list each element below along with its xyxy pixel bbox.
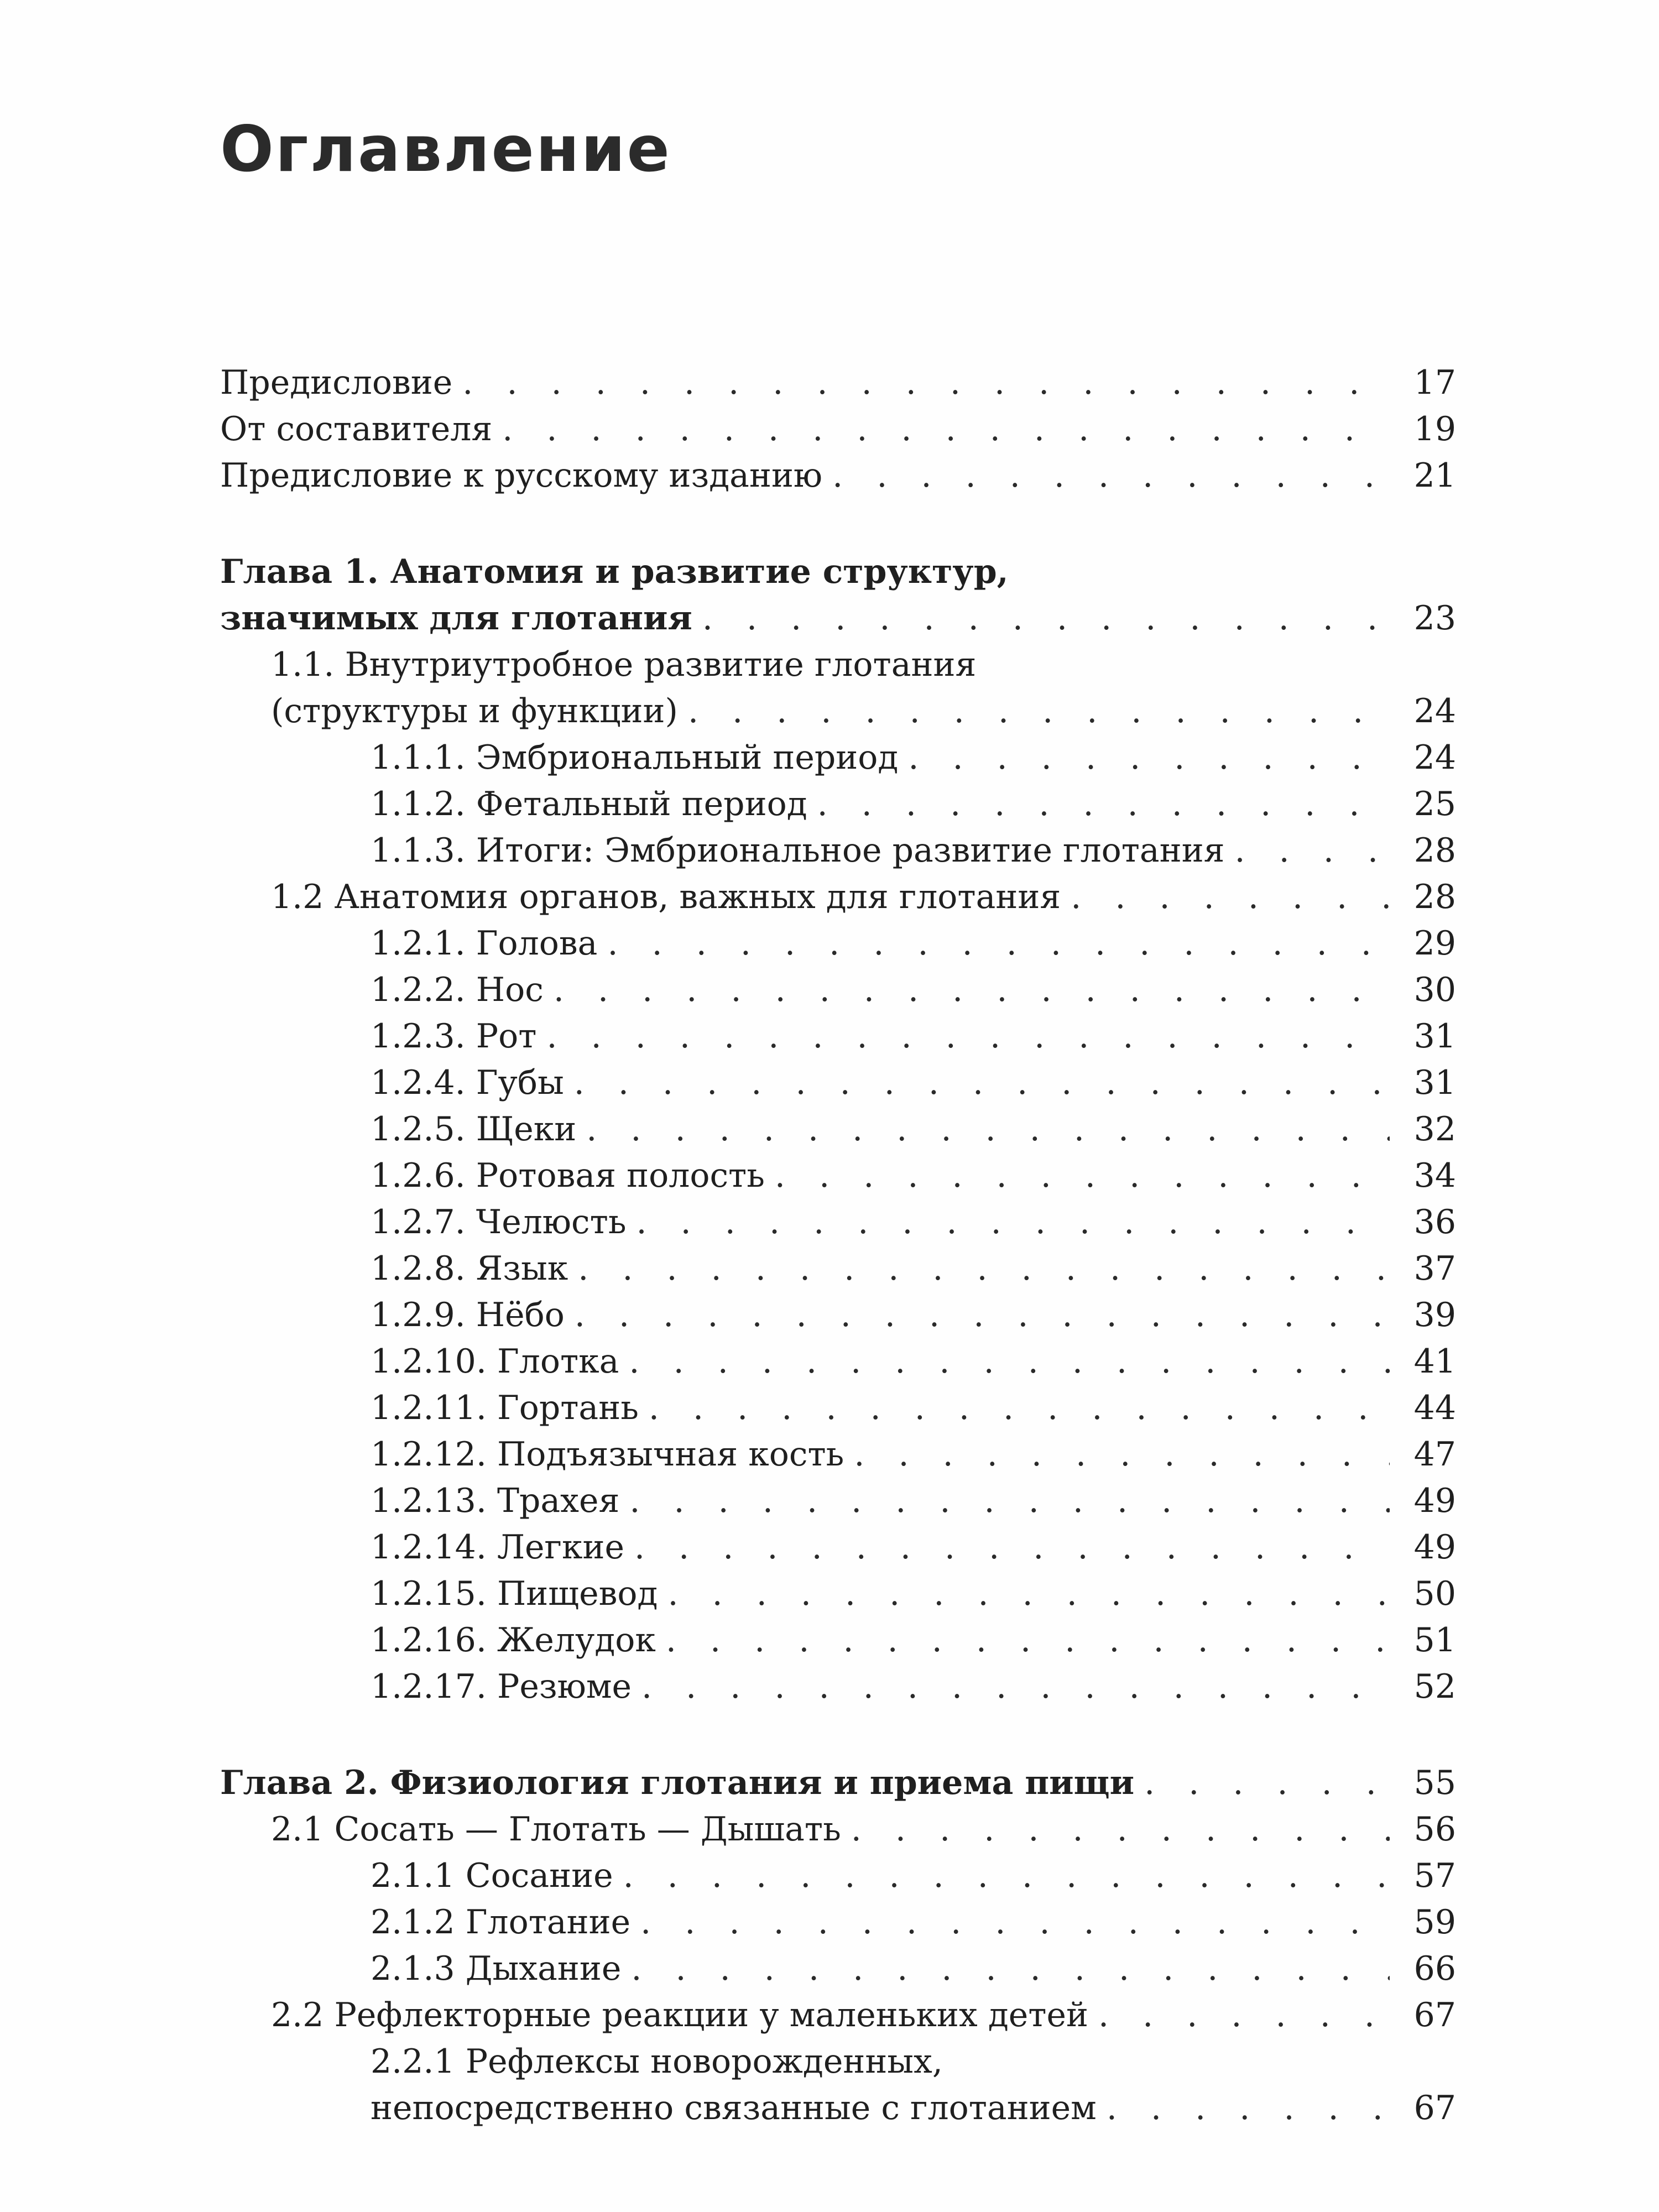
chapter-title: Глава 2. Физиология глотания и приема пищи <box>220 1760 1144 1806</box>
dot-leader <box>666 1617 1390 1663</box>
dot-leader <box>832 452 1390 499</box>
dot-leader <box>688 688 1390 734</box>
toc-page-number: 17 <box>1390 359 1456 406</box>
toc-page-number: 24 <box>1390 688 1456 734</box>
toc-label: 1.2.12. Подъязычная кость <box>371 1431 854 1478</box>
section-title: 1.1. Внутриутробное развитие глотания <box>271 645 977 684</box>
toc-page-number: 55 <box>1390 1760 1456 1806</box>
toc-page-number: 51 <box>1390 1617 1456 1663</box>
toc-label: 1.2.3. Рот <box>371 1013 547 1060</box>
toc-subsection-2-2-1-line1 <box>220 2038 1456 2085</box>
dot-leader <box>1098 1992 1390 2038</box>
dot-leader <box>629 1338 1390 1385</box>
toc-subsection <box>220 827 1456 874</box>
toc-subsection <box>220 1617 1456 1663</box>
toc-page-number: 29 <box>1390 920 1456 967</box>
toc-page-number: 23 <box>1390 595 1456 641</box>
toc-page-number: 49 <box>1390 1524 1456 1571</box>
toc-subsection <box>220 1663 1456 1710</box>
toc-subsection <box>220 1292 1456 1338</box>
dot-leader <box>1071 874 1390 920</box>
toc-label: 1.2.15. Пищевод <box>371 1571 667 1617</box>
dot-leader <box>637 1199 1390 1245</box>
toc-label: 1.2.8. Язык <box>371 1245 578 1292</box>
toc-page-number: 49 <box>1390 1478 1456 1524</box>
dot-leader <box>547 1013 1390 1060</box>
toc-label: Предисловие к русскому изданию <box>220 452 832 499</box>
dot-leader <box>1235 827 1390 874</box>
section-title: 1.2 Анатомия органов, важных для глотания <box>271 874 1071 920</box>
dot-leader <box>462 359 1390 406</box>
section-title: (структуры и функции) <box>271 688 688 734</box>
toc-label: 2.2.1 Рефлексы новорожденных, <box>371 2042 943 2081</box>
dot-leader <box>502 406 1390 452</box>
toc-subsection <box>220 1060 1456 1106</box>
toc-subsection <box>220 1945 1456 1992</box>
toc-page-number: 21 <box>1390 452 1456 499</box>
toc-entry-preface-ru <box>220 452 1456 499</box>
toc-section-1-1-line1 <box>220 641 1456 688</box>
toc-label: непосредственно связанные с глотанием <box>371 2085 1107 2131</box>
toc-subsection <box>220 1478 1456 1524</box>
toc-subsection <box>220 920 1456 967</box>
toc-label: 1.1.3. Итоги: Эмбриональное развитие глотания <box>371 827 1235 874</box>
toc-label: 1.2.13. Трахея <box>371 1478 629 1524</box>
toc-section-2-2 <box>220 1992 1456 2038</box>
toc-label: 1.2.6. Ротовая полость <box>371 1152 775 1199</box>
toc-chapter-1-line2 <box>220 595 1456 641</box>
dot-leader <box>575 1292 1390 1338</box>
toc-page-number: 31 <box>1390 1060 1456 1106</box>
dot-leader <box>623 1853 1390 1899</box>
toc-page-number: 41 <box>1390 1338 1456 1385</box>
toc-page-number: 24 <box>1390 734 1456 781</box>
section-title: 2.2 Рефлекторные реакции у маленьких детей <box>271 1992 1098 2038</box>
toc-subsection <box>220 1899 1456 1945</box>
dot-leader <box>629 1478 1390 1524</box>
dot-leader <box>775 1152 1390 1199</box>
toc-label: 1.2.7. Челюсть <box>371 1199 637 1245</box>
table-of-contents <box>220 359 1456 2131</box>
toc-subsection <box>220 1853 1456 1899</box>
dot-leader <box>908 734 1390 781</box>
toc-subsection <box>220 1152 1456 1199</box>
toc-label: От составителя <box>220 406 502 452</box>
toc-chapter-2 <box>220 1760 1456 1806</box>
dot-leader <box>634 1524 1390 1571</box>
toc-page-number: 57 <box>1390 1853 1456 1899</box>
dot-leader <box>640 1899 1390 1945</box>
toc-subsection <box>220 967 1456 1013</box>
toc-subsection <box>220 1106 1456 1152</box>
toc-page-number: 34 <box>1390 1152 1456 1199</box>
toc-label: 1.2.17. Резюме <box>371 1663 641 1710</box>
dot-leader <box>574 1060 1390 1106</box>
toc-label: 1.2.2. Нос <box>371 967 554 1013</box>
dot-leader <box>1107 2085 1390 2131</box>
dot-leader <box>607 920 1390 967</box>
toc-entry-from-compiler <box>220 406 1456 452</box>
toc-page-number: 39 <box>1390 1292 1456 1338</box>
toc-label: 2.1.3 Дыхание <box>371 1945 631 1992</box>
dot-leader <box>702 595 1390 641</box>
dot-leader <box>817 781 1390 827</box>
toc-page-number: 44 <box>1390 1385 1456 1431</box>
toc-page-number: 25 <box>1390 781 1456 827</box>
chapter-title: Глава 1. Анатомия и развитие структур, <box>220 552 1009 591</box>
toc-page-number: 19 <box>1390 406 1456 452</box>
toc-page-number: 28 <box>1390 827 1456 874</box>
toc-label: 1.1.1. Эмбриональный период <box>371 734 908 781</box>
dot-leader <box>851 1806 1390 1853</box>
toc-label: 1.1.2. Фетальный период <box>371 781 817 827</box>
toc-subsection <box>220 1199 1456 1245</box>
toc-entry-preface <box>220 359 1456 406</box>
toc-label: 2.1.2 Глотание <box>371 1899 640 1945</box>
toc-label: 1.2.14. Легкие <box>371 1524 634 1571</box>
dot-leader <box>854 1431 1390 1478</box>
toc-subsection <box>220 1385 1456 1431</box>
toc-page-number: 56 <box>1390 1806 1456 1853</box>
toc-subsection <box>220 1245 1456 1292</box>
toc-label: 2.1.1 Сосание <box>371 1853 623 1899</box>
toc-subsection <box>220 781 1456 827</box>
chapter-title: значимых для глотания <box>220 595 702 641</box>
toc-page-number: 67 <box>1390 1992 1456 2038</box>
toc-label: 1.2.9. Нёбо <box>371 1292 575 1338</box>
toc-page-number: 67 <box>1390 2085 1456 2131</box>
toc-label: 1.2.1. Голова <box>371 920 607 967</box>
toc-page-number: 50 <box>1390 1571 1456 1617</box>
toc-page-number: 37 <box>1390 1245 1456 1292</box>
toc-page-number: 52 <box>1390 1663 1456 1710</box>
toc-label: 1.2.10. Глотка <box>371 1338 629 1385</box>
toc-page-number: 30 <box>1390 967 1456 1013</box>
toc-label: 1.2.4. Губы <box>371 1060 574 1106</box>
section-title: 2.1 Сосать — Глотать — Дышать <box>271 1806 851 1853</box>
dot-leader <box>631 1945 1390 1992</box>
toc-subsection <box>220 1571 1456 1617</box>
toc-subsection-2-2-1-line2 <box>220 2085 1456 2131</box>
toc-page-number: 32 <box>1390 1106 1456 1152</box>
dot-leader <box>641 1663 1390 1710</box>
dot-leader <box>578 1245 1390 1292</box>
toc-label: 1.2.11. Гортань <box>371 1385 649 1431</box>
dot-leader <box>649 1385 1390 1431</box>
toc-subsection <box>220 1431 1456 1478</box>
toc-subsection <box>220 734 1456 781</box>
toc-page-number: 31 <box>1390 1013 1456 1060</box>
dot-leader <box>1144 1760 1390 1806</box>
toc-page-number: 47 <box>1390 1431 1456 1478</box>
toc-subsection <box>220 1524 1456 1571</box>
toc-label: Предисловие <box>220 359 462 406</box>
toc-chapter-1-line1 <box>220 549 1456 595</box>
toc-page-number: 66 <box>1390 1945 1456 1992</box>
page-title: Оглавление <box>220 112 671 186</box>
toc-label: 1.2.16. Желудок <box>371 1617 666 1663</box>
toc-label: 1.2.5. Щеки <box>371 1106 586 1152</box>
toc-section-1-1-line2 <box>220 688 1456 734</box>
toc-page-number: 28 <box>1390 874 1456 920</box>
dot-leader <box>586 1106 1390 1152</box>
toc-section-2-1 <box>220 1806 1456 1853</box>
dot-leader <box>554 967 1390 1013</box>
toc-subsection <box>220 1338 1456 1385</box>
toc-section-1-2 <box>220 874 1456 920</box>
toc-page-number: 36 <box>1390 1199 1456 1245</box>
toc-page-number: 59 <box>1390 1899 1456 1945</box>
toc-subsection <box>220 1013 1456 1060</box>
dot-leader <box>667 1571 1390 1617</box>
